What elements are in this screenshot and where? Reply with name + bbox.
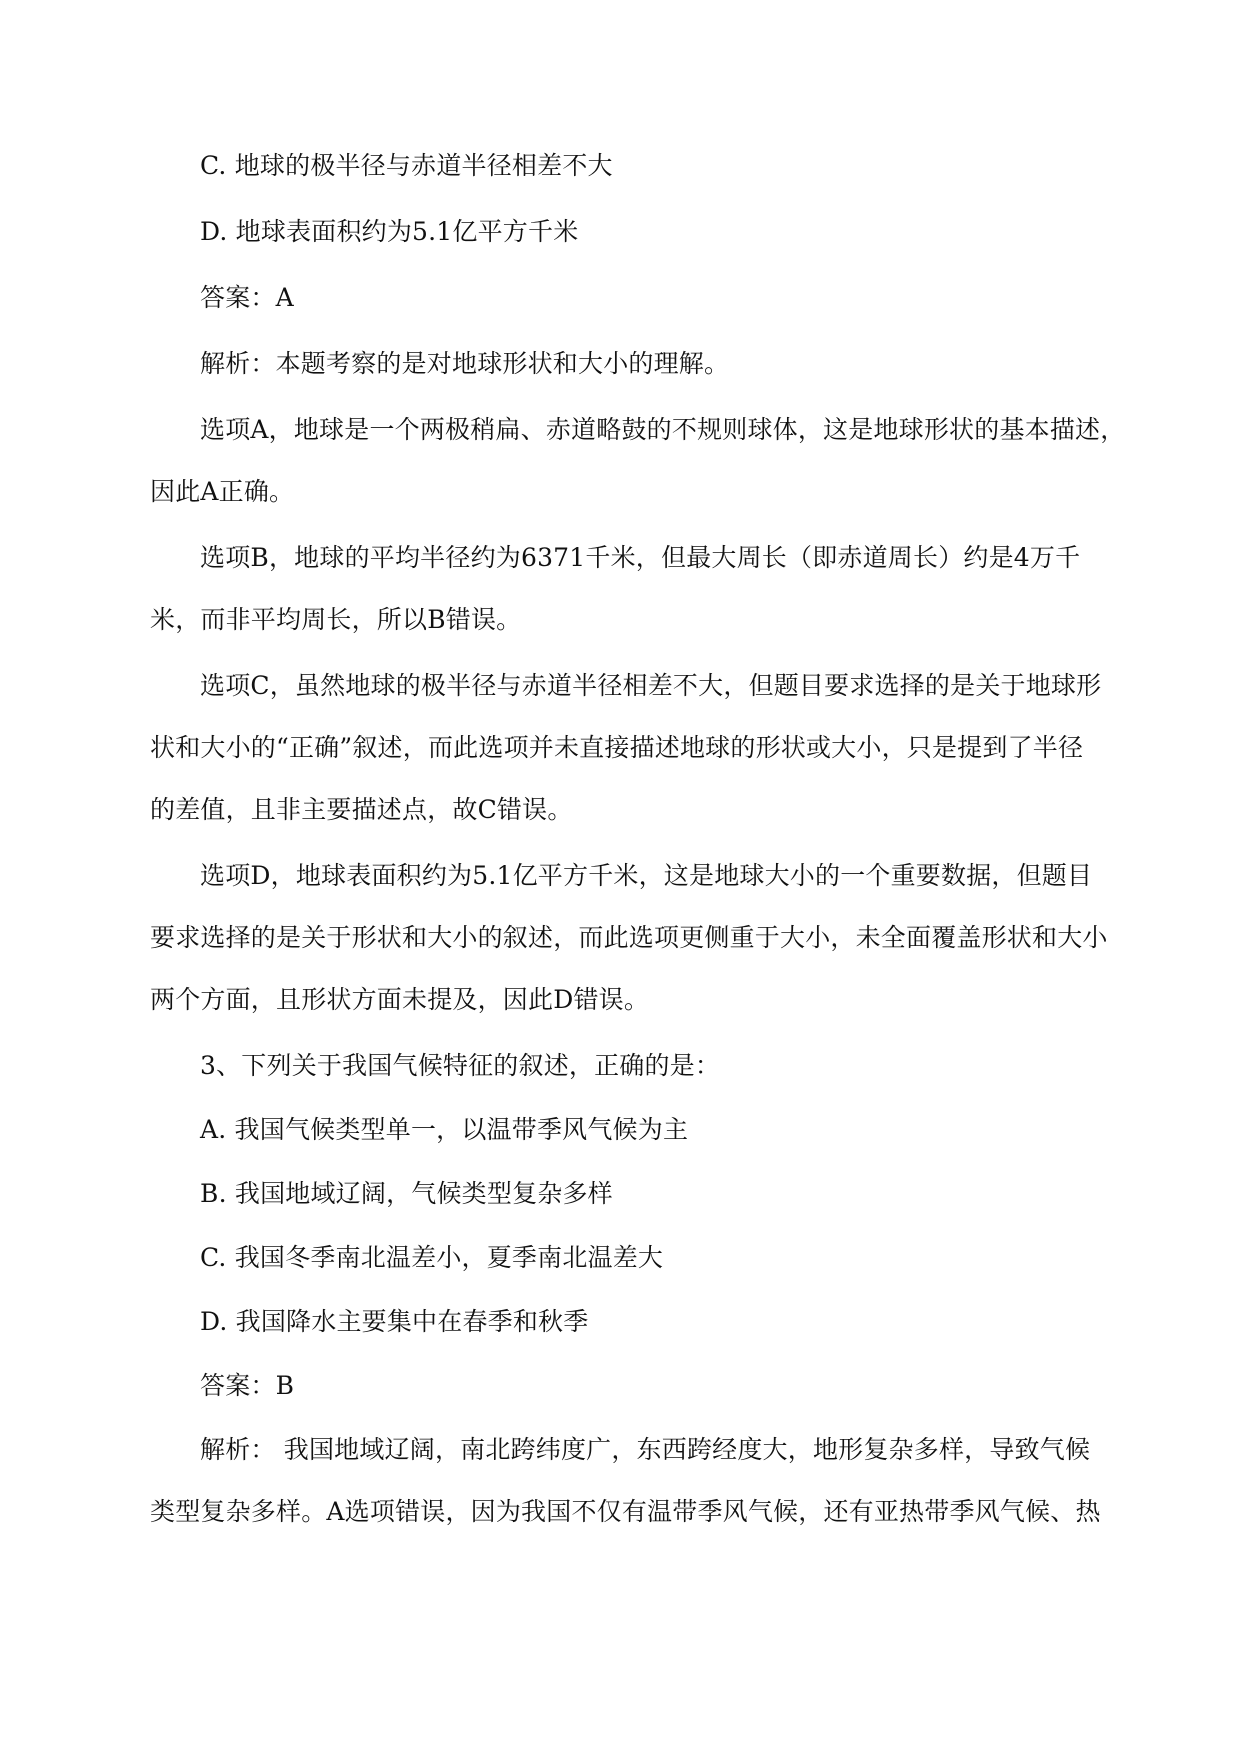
question-3-answer: 答案：B xyxy=(200,1371,295,1400)
analysis-option-b-line: 选项B，地球的平均半径约为6371千米，但最大周长（即赤道周长）约是4万千 xyxy=(200,543,1081,572)
analysis-option-d-continued-1: 要求选择的是关于形状和大小的叙述，而此选项更侧重于大小，未全面覆盖形状和大小 xyxy=(150,923,1108,952)
analysis-option-d-line: 选项D，地球表面积约为5.1亿平方千米，这是地球大小的一个重要数据，但题目 xyxy=(200,861,1093,890)
option-d-line: D. 地球表面积约为5.1亿平方千米 xyxy=(200,217,579,246)
question-3-analysis-continued: 类型复杂多样。A选项错误，因为我国不仅有温带季风气候，还有亚热带季风气候、热 xyxy=(150,1497,1101,1526)
analysis-option-c-line: 选项C，虽然地球的极半径与赤道半径相差不大，但题目要求选择的是关于地球形 xyxy=(200,671,1102,700)
analysis-option-c-continued-2: 的差值，且非主要描述点，故C错误。 xyxy=(150,795,573,824)
analysis-option-c-continued-1: 状和大小的“正确”叙述，而此选项并未直接描述地球的形状或大小，只是提到了半径 xyxy=(150,733,1084,762)
question-3-option-d: D. 我国降水主要集中在春季和秋季 xyxy=(200,1307,589,1336)
analysis-option-a-continued: 因此A正确。 xyxy=(150,477,295,506)
answer-line: 答案：A xyxy=(200,283,294,312)
analysis-option-a-line: 选项A，地球是一个两极稍扁、赤道略鼓的不规则球体，这是地球形状的基本描述， xyxy=(200,415,1126,444)
analysis-option-b-continued: 米，而非平均周长，所以B错误。 xyxy=(150,605,522,634)
question-3-option-a: A. 我国气候类型单一，以温带季风气候为主 xyxy=(200,1115,689,1144)
option-c-line: C. 地球的极半径与赤道半径相差不大 xyxy=(200,151,613,180)
question-3-analysis-line: 解析： 我国地域辽阔，南北跨纬度广，东西跨经度大，地形复杂多样，导致气候 xyxy=(200,1435,1091,1464)
question-3-option-b: B. 我国地域辽阔，气候类型复杂多样 xyxy=(200,1179,613,1208)
question-3-line: 3、下列关于我国气候特征的叙述，正确的是： xyxy=(200,1051,721,1080)
analysis-option-d-continued-2: 两个方面，且形状方面未提及，因此D错误。 xyxy=(150,985,650,1014)
question-3-option-c: C. 我国冬季南北温差小，夏季南北温差大 xyxy=(200,1243,664,1272)
analysis-line: 解析：本题考察的是对地球形状和大小的理解。 xyxy=(200,349,730,378)
